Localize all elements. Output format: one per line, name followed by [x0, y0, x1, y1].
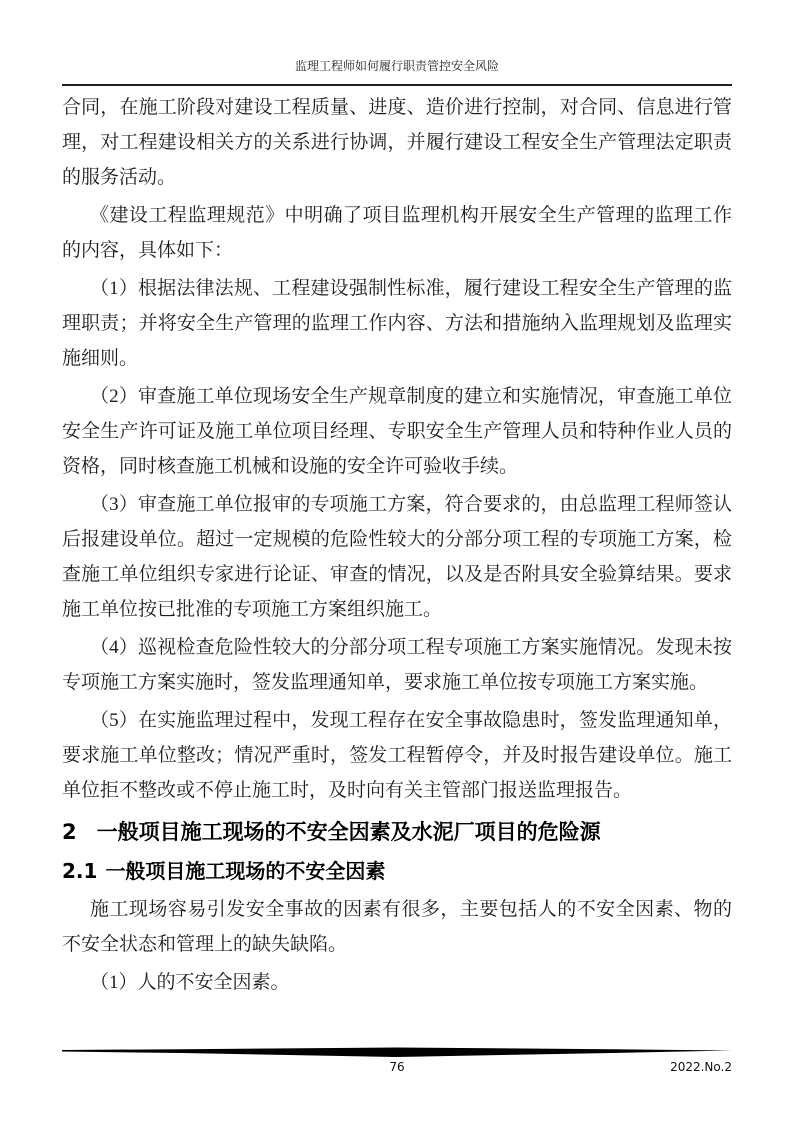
- body-paragraph: 合同，在施工阶段对建设工程质量、进度、造价进行控制，对合同、信息进行管理，对工程建设相关方的关系进行协调，并履行建设工程安全生产管理法定职责的服务活动。: [62, 97, 732, 188]
- document-body: [62, 90, 732, 1000]
- section-title: 一般项目施工现场的不安全因素及水泥厂项目的危险源: [96, 820, 601, 844]
- content-column: [62, 0, 732, 1003]
- body-paragraph: （1）根据法律法规、工程建设强制性标准，履行建设工程安全生产管理的监理职责；并将安全生产管理的监理工作内容、方法和措施纳入监理规划及监理实施细则。: [62, 278, 732, 369]
- section-heading: [62, 812, 732, 852]
- issue-label: 2022.No.2: [670, 1060, 732, 1074]
- running-head: 监理工程师如何履行职责管控安全风险: [294, 59, 499, 73]
- body-paragraph: （5）在实施监理过程中，发现工程存在安全事故隐患时，签发监理通知单，要求施工单位整改；情况严重时，签发工程暂停令，并及时报告建设单位。施工单位拒不整改或不停止施工时，及时向有关主管部门报送监理报告。: [62, 710, 732, 801]
- body-paragraph: （4）巡视检查危险性较大的分部分项工程专项施工方案实施情况。发现未按专项施工方案实施时，签发监理通知单，要求施工单位按专项施工方案实施。: [62, 637, 732, 693]
- header-rule: [62, 84, 732, 86]
- section-number: 2: [62, 820, 77, 844]
- body-paragraph: （3）审查施工单位报审的专项施工方案，符合要求的，由总监理工程师签认后报建设单位。超过一定规模的危险性较大的分部分项工程的专项施工方案，检查施工单位组织专家进行论证、审查的情况，以及是否附具安全验算结果。要求施工单位按已批准的专项施工方案组织施工。: [62, 494, 732, 620]
- footer-row: [62, 1060, 732, 1076]
- footer-rule: [62, 1047, 732, 1057]
- body-paragraph: 施工现场容易引发安全事故的因素有很多，主要包括人的不安全因素、物的不安全状态和管理上的缺失缺陷。: [62, 899, 732, 955]
- page-header: [62, 0, 732, 86]
- body-paragraph: （1）人的不安全因素。: [90, 972, 290, 993]
- page-footer: [62, 1047, 732, 1076]
- page-number: 76: [389, 1060, 405, 1074]
- body-paragraph: 《建设工程监理规范》中明确了项目监理机构开展安全生产管理的监理工作的内容，具体如下：: [62, 205, 732, 261]
- subsection-title: 一般项目施工现场的不安全因素: [105, 859, 386, 883]
- body-paragraph: （2）审查施工单位现场安全生产规章制度的建立和实施情况，审查施工单位安全生产许可证及施工单位项目经理、专职安全生产管理人员和特种作业人员的资格，同时核查施工机械和设施的安全许可验收手续。: [62, 386, 732, 477]
- subsection-number: 2.1: [62, 859, 98, 883]
- subsection-heading: [62, 852, 732, 890]
